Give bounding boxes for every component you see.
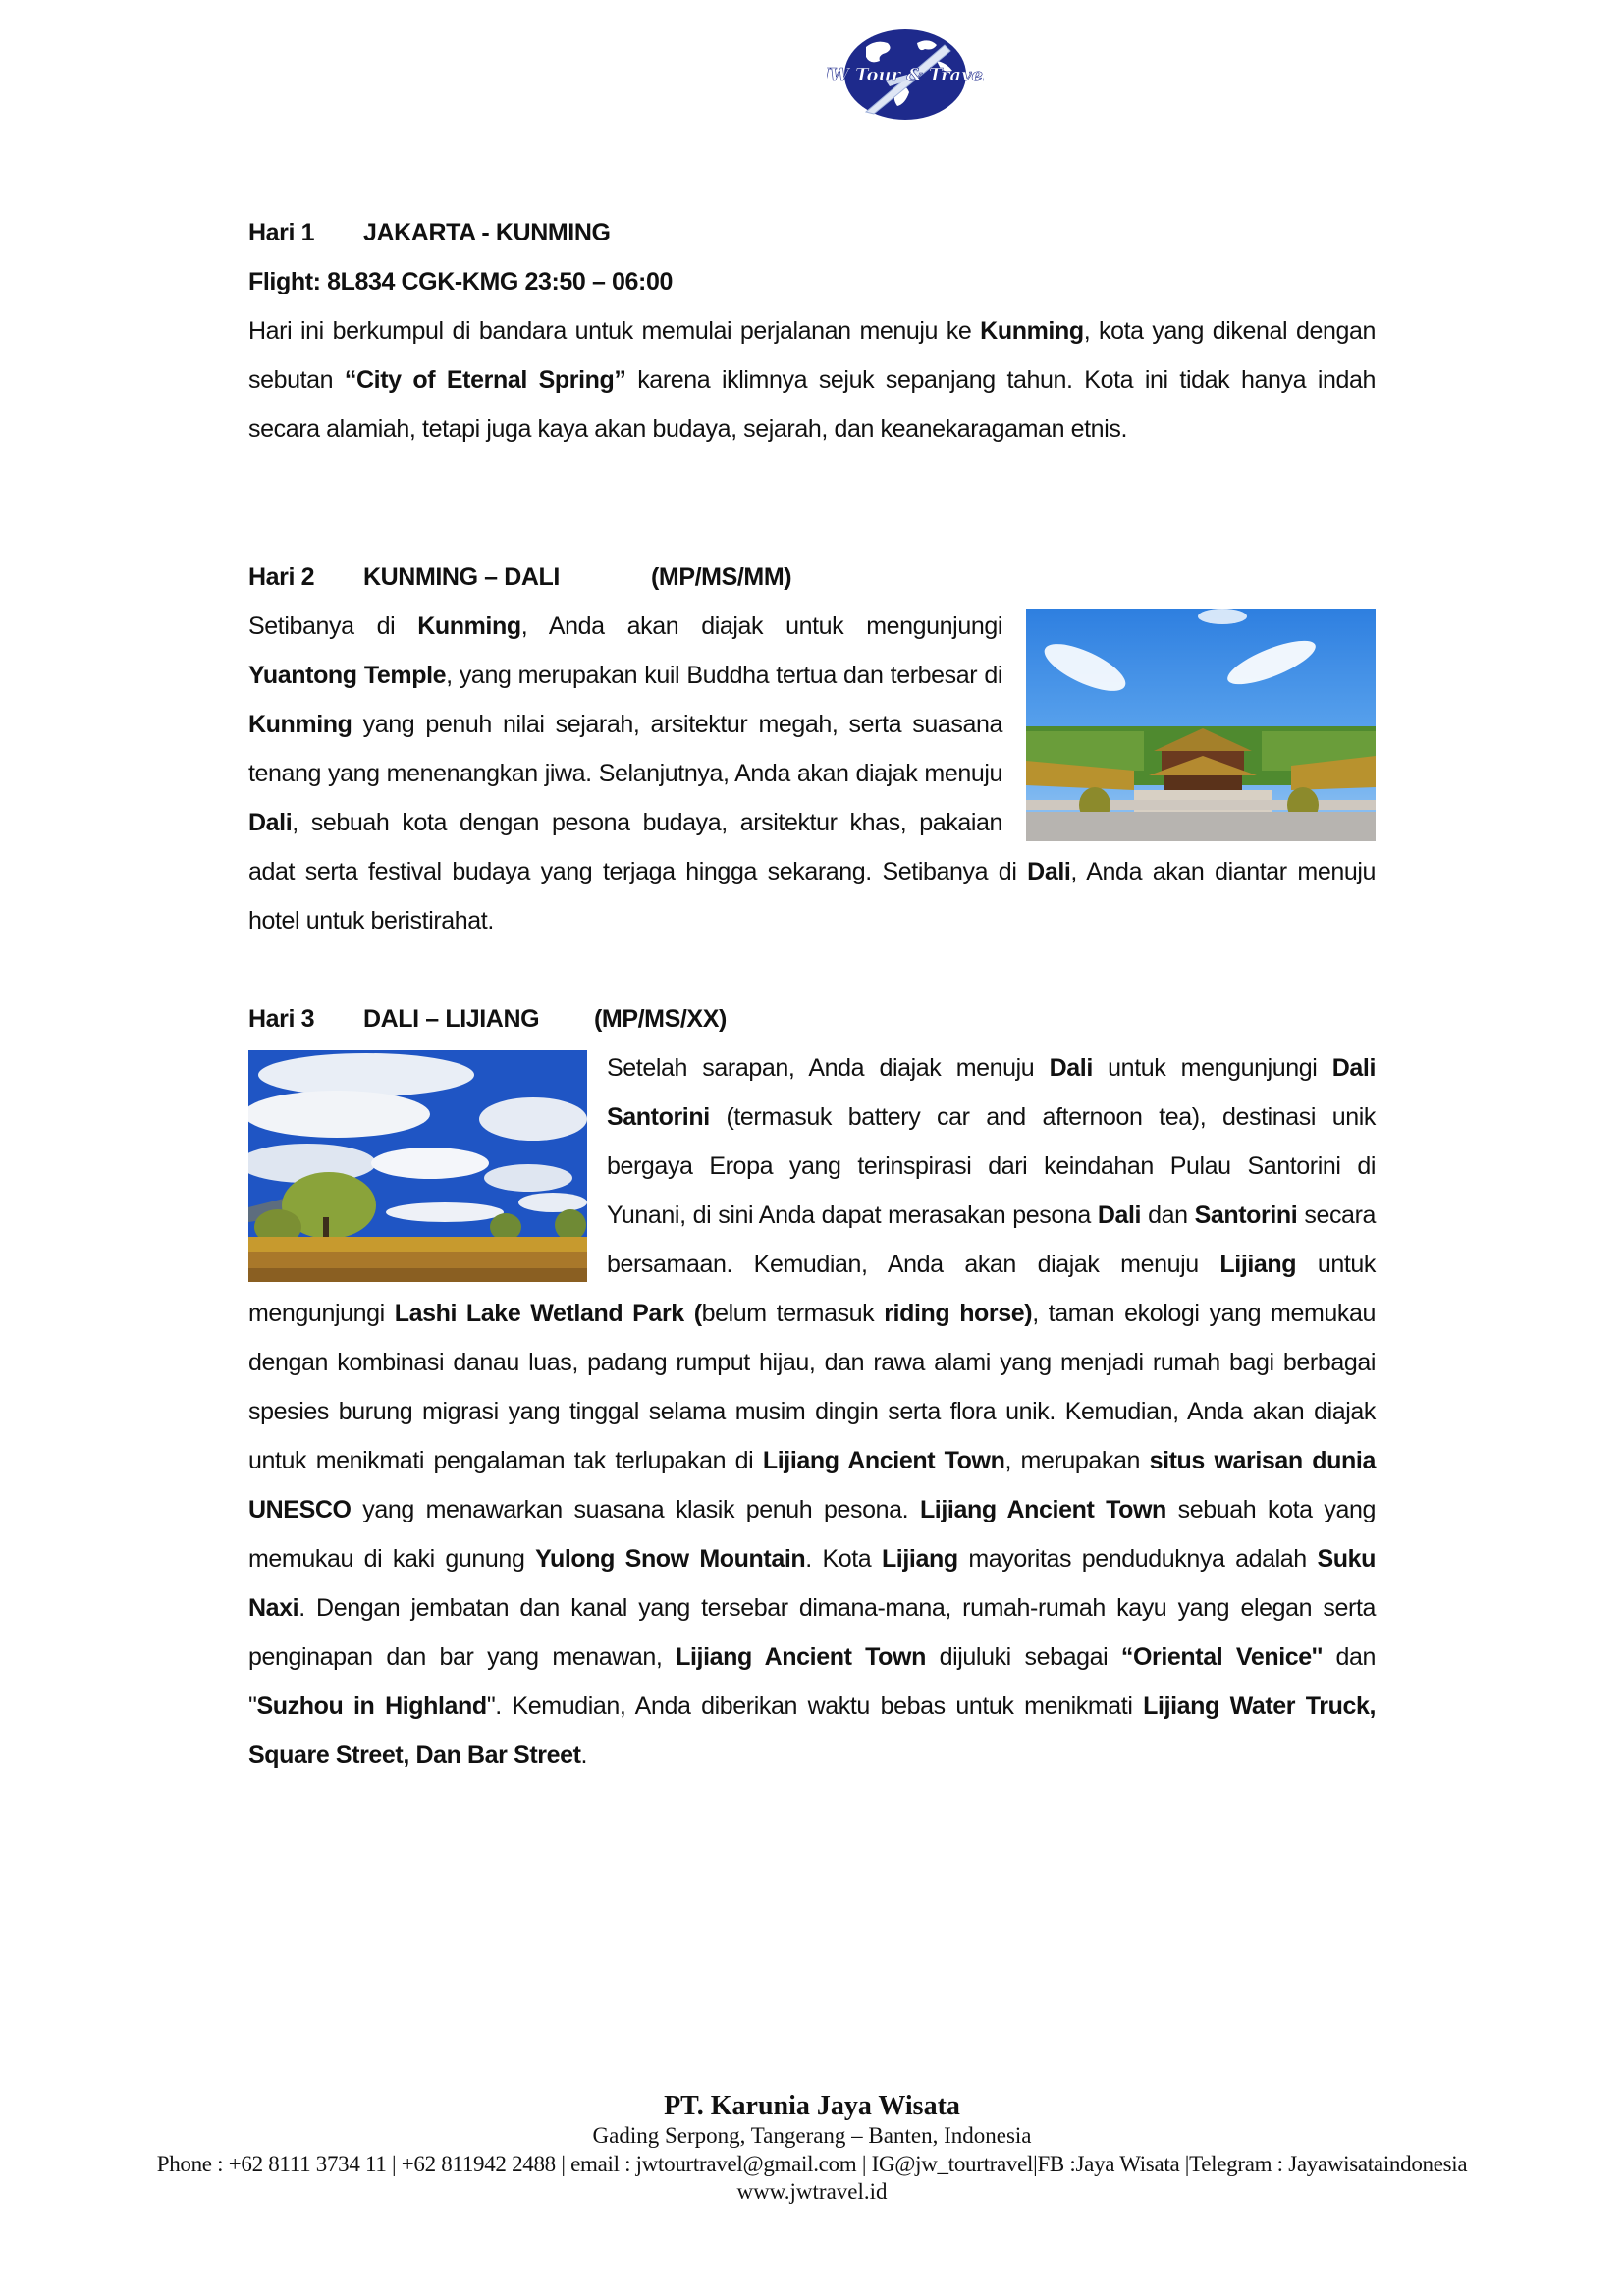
text-run: ". Kemudian, Anda diberikan waktu bebas untuk menikmati — [486, 1692, 1144, 1720]
dali-meadow-tree-photo — [248, 1050, 587, 1282]
logo-text: JW Tour & Travel — [827, 65, 984, 85]
day-3-heading — [248, 994, 1376, 1043]
text-run: , Anda akan diantar menuju hotel untuk beristirahat. — [248, 858, 1376, 934]
day-route: JAKARTA - KUNMING — [363, 219, 611, 246]
text-run: mayoritas penduduknya adalah — [957, 1545, 1318, 1573]
bold-text-run: Kunming — [248, 711, 352, 738]
bold-text-run: situs warisan dunia UNESCO — [248, 1447, 1376, 1523]
text-run: , kota yang dikenal dengan sebutan — [248, 317, 1376, 394]
day-route: DALI – LIJIANG — [363, 1005, 540, 1033]
text-run: dijuluki sebagai — [925, 1643, 1121, 1671]
day-1-heading — [248, 208, 1376, 257]
text-run: , merupakan — [1004, 1447, 1150, 1474]
bold-text-run: Kunming — [980, 317, 1084, 345]
bold-text-run: Suzhou in Highland — [256, 1692, 487, 1720]
text-run: dan " — [248, 1643, 1377, 1720]
bold-text-run: Yuantong Temple — [248, 662, 447, 689]
text-run: belum termasuk — [701, 1300, 885, 1327]
flight-text: Flight: 8L834 CGK-KMG 23:50 – 06:00 — [248, 268, 673, 295]
company-website[interactable]: www.jwtravel.id — [736, 2179, 888, 2204]
bold-text-run: Lijiang Ancient Town — [676, 1643, 926, 1671]
day-1-description — [248, 306, 1376, 454]
bold-text-run: Dali Santorini — [607, 1054, 1376, 1131]
text-run: dan — [1141, 1201, 1195, 1229]
meal-plan: (MP/MS/XX) — [594, 1005, 727, 1033]
bold-text-run: Dali — [248, 809, 293, 836]
day-label: Hari 1 — [248, 219, 315, 246]
day-label: Hari 2 — [248, 563, 315, 591]
day-2-heading — [248, 553, 1376, 602]
bold-text-run: Dali — [1049, 1054, 1093, 1082]
company-address: Gading Serpong, Tangerang – Banten, Indonesia — [592, 2123, 1032, 2148]
text-run: untuk mengunjungi — [248, 1251, 1377, 1327]
meal-plan: (MP/MS/MM) — [651, 563, 792, 591]
bold-text-run: Dali — [1097, 1201, 1142, 1229]
text-run: sebuah kota yang memukau di kaki gunung — [248, 1496, 1376, 1573]
bold-text-run: Lijiang — [1219, 1251, 1297, 1278]
bold-text-run: Lijiang Ancient Town — [919, 1496, 1166, 1523]
bold-text-run: Lijiang Ancient Town — [762, 1447, 1005, 1474]
text-run: Setibanya di — [248, 613, 418, 640]
text-run: , sebuah kota dengan pesona budaya, arsitektur khas, pakaian adat serta festival budaya yang terjaga hingga sekarang. Setibanya di — [248, 809, 1028, 885]
day-label: Hari 3 — [248, 1005, 315, 1033]
bold-text-run: Dali — [1027, 858, 1071, 885]
text-run: karena iklimnya sejuk sepanjang tahun. Kota ini tidak hanya indah secara alamiah, tetapi juga kaya akan budaya, sejarah, dan keanekaragaman etnis. — [248, 366, 1376, 443]
text-run: . — [580, 1741, 588, 1769]
bold-text-run: riding horse) — [884, 1300, 1033, 1327]
day-1-section — [248, 208, 1376, 454]
text-run: (termasuk battery car and afternoon tea), destinasi unik bergaya Eropa yang terinspirasi dari keindahan Pulau Santorini di Yunani, di sini Anda dapat merasakan pesona — [607, 1103, 1376, 1229]
bold-text-run: Suku Naxi — [248, 1545, 1376, 1622]
bold-text-run: Santorini — [1194, 1201, 1298, 1229]
text-run: untuk mengunjungi — [1092, 1054, 1332, 1082]
text-run: Setelah sarapan, Anda diajak menuju — [607, 1054, 1050, 1082]
yuantong-temple-photo — [1026, 609, 1376, 841]
text-run: secara bersamaan. Kemudian, Anda akan diajak menuju — [607, 1201, 1376, 1278]
company-logo — [827, 18, 984, 128]
text-run: yang penuh nilai sejarah, arsitektur megah, serta suasana tenang yang menenangkan jiwa. Selanjutnya, Anda akan diajak menuju — [248, 711, 1002, 787]
bold-text-run: Kunming — [417, 613, 521, 640]
bold-text-run: “City of Eternal Spring” — [344, 366, 626, 394]
bold-text-run: Yulong Snow Mountain — [535, 1545, 806, 1573]
text-run: Hari ini berkumpul di bandara untuk memulai perjalanan menuju ke — [248, 317, 981, 345]
text-run: , taman ekologi yang memukau dengan kombinasi danau luas, padang rumput hijau, dan rawa alami yang menjadi rumah bagi berbagai spesies burung migrasi yang tinggal selama musim dingin serta flora unik. Kemudian, Anda akan diajak untuk menikmati pengalaman tak terlupakan di — [248, 1300, 1376, 1474]
bold-text-run: “Oriental Venice'' — [1120, 1643, 1323, 1671]
day-3-section — [248, 994, 1376, 1780]
bold-text-run: Lijiang Water Truck, Square Street, Dan Bar Street — [248, 1692, 1376, 1769]
bold-text-run: Lashi Lake Wetland Park ( — [394, 1300, 702, 1327]
text-run: , Anda akan diajak untuk mengunjungi — [520, 613, 1002, 640]
text-run: yang menawarkan suasana klasik penuh pesona. — [351, 1496, 920, 1523]
company-name: PT. Karunia Jaya Wisata — [664, 2091, 960, 2121]
day-route: KUNMING – DALI — [363, 563, 560, 591]
globe-airplane-logo-icon — [827, 18, 984, 128]
text-run: , yang merupakan kuil Buddha tertua dan terbesar di — [446, 662, 1002, 689]
bold-text-run: Lijiang — [881, 1545, 958, 1573]
text-run: . Kota — [805, 1545, 882, 1573]
flight-info — [248, 257, 1376, 306]
day-2-section — [248, 553, 1376, 945]
company-contact: Phone : +62 8111 3734 11 | +62 811942 2488 | email : jwtourtravel@gmail.com | IG@jw_tourtravel|FB :Jaya Wisata |Telegram : Jayawisataindonesia — [156, 2152, 1468, 2176]
text-run: . Dengan jembatan dan kanal yang tersebar dimana-mana, rumah-rumah kayu yang elegan serta penginapan dan bar yang menawan, — [248, 1594, 1376, 1671]
